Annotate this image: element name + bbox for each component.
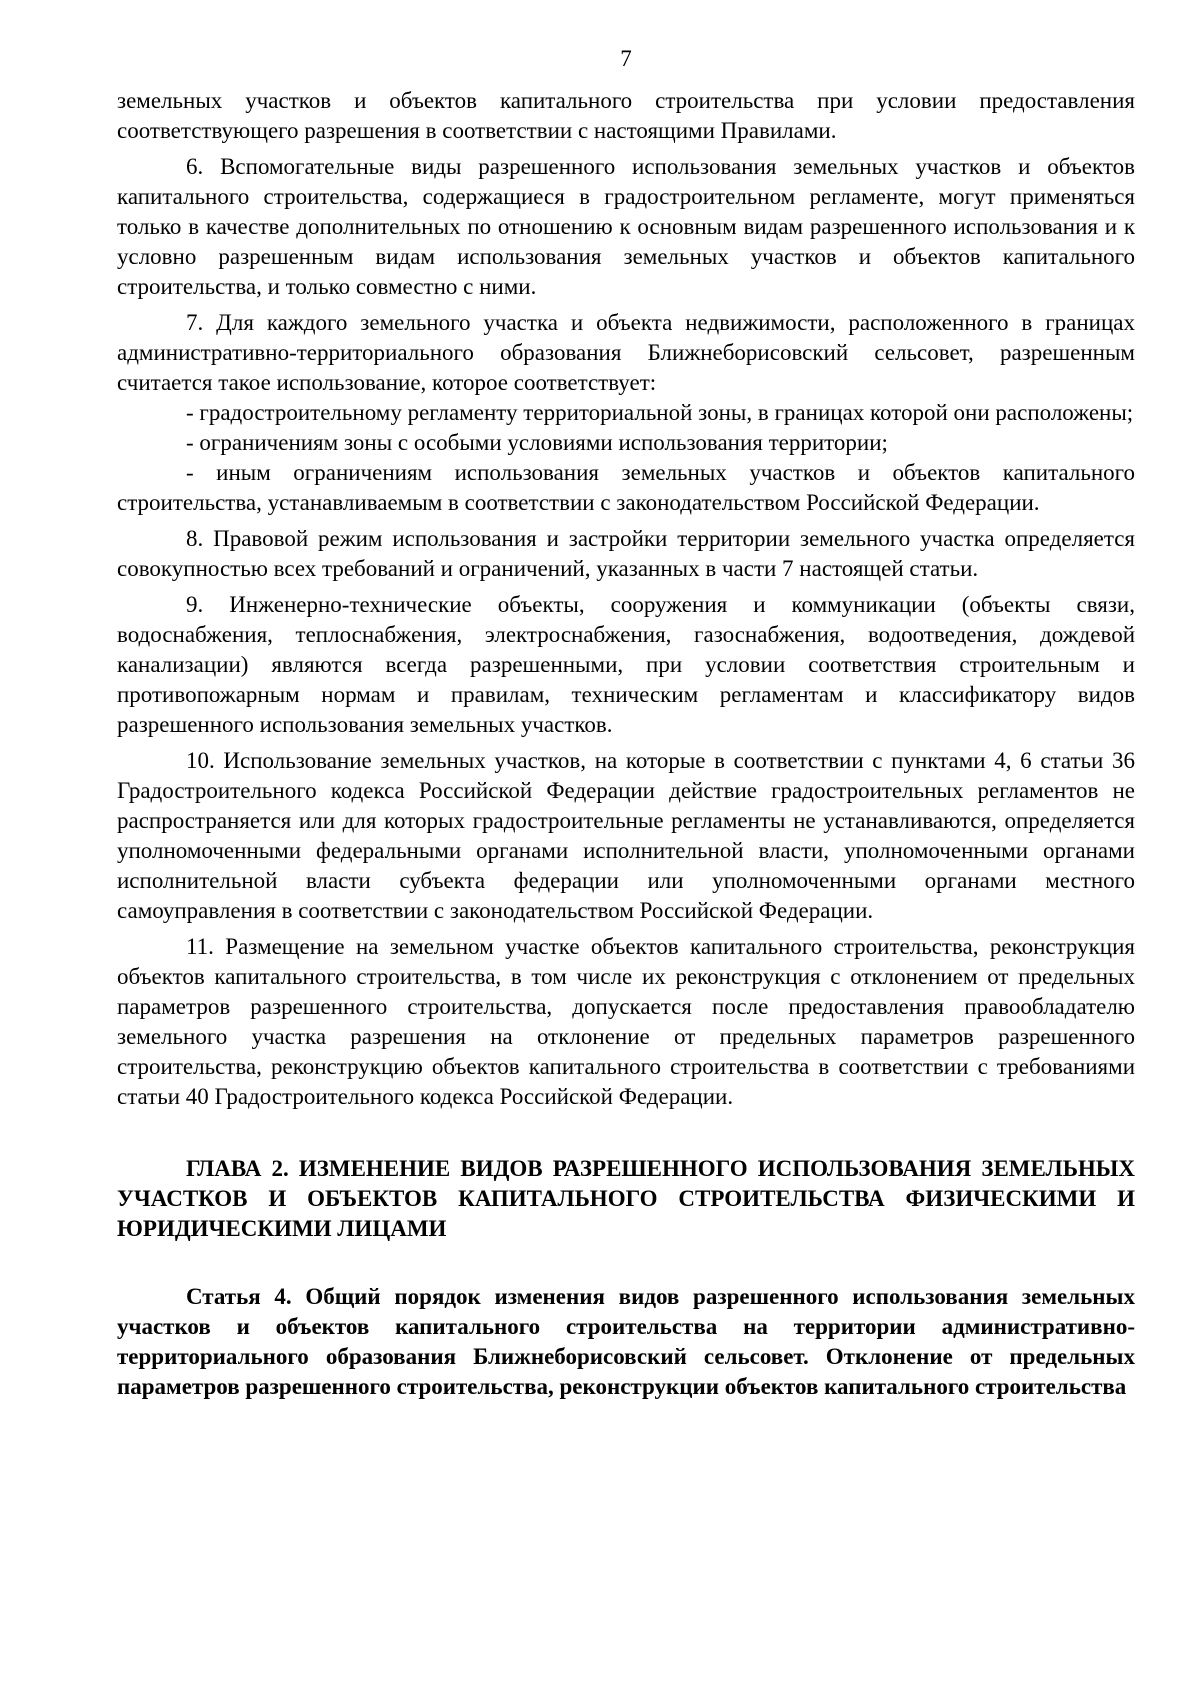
document-page xyxy=(117,42,1135,1402)
list-item-other-restrictions: - иным ограничениям использования земельных участков и объектов капитального строительства, устанавливаемым в соответствии с законодательством Российской Федерации. xyxy=(117,460,1135,515)
chapter-heading: ГЛАВА 2. ИЗМЕНЕНИЕ ВИДОВ РАЗРЕШЕННОГО ИСПОЛЬЗОВАНИЯ ЗЕМЕЛЬНЫХ УЧАСТКОВ И ОБЪЕКТОВ КАПИТАЛЬНОГО СТРОИТЕЛЬСТВА ФИЗИЧЕСКИМИ И ЮРИДИЧЕСКИМИ ЛИЦАМИ xyxy=(117,1156,1135,1241)
paragraph-item-7: 7. Для каждого земельного участка и объекта недвижимости, расположенного в границах административно-территориального образования Ближнеборисовский сельсовет, разрешенным считается такое использование, которое соответствует: xyxy=(117,310,1135,395)
paragraph-continuation: земельных участков и объектов капитального строительства при условии предоставления соответствующего разрешения в соответствии с настоящими Правилами. xyxy=(117,88,1135,143)
paragraph-item-6: 6. Вспомогательные виды разрешенного использования земельных участков и объектов капитального строительства, содержащиеся в градостроительном регламенте, могут применяться только в качестве дополнительных по отношению к основным видам разрешенного использования и к условно разрешенным видам использования земельных участков и объектов капитального строительства, и только совместно с ними. xyxy=(117,154,1135,299)
paragraph-item-11: 11. Размещение на земельном участке объектов капитального строительства, реконструкция объектов капитального строительства, в том числе их реконструкция с отклонением от предельных параметров разрешенного строительства, допускается после предоставления правообладателю земельного участка разрешения на отклонение от предельных параметров разрешенного строительства, реконструкцию объектов капитального строительства в соответствии с требованиями статьи 40 Градостроительного кодекса Российской Федерации. xyxy=(117,934,1135,1109)
list-item-restricted-zones: - ограничениям зоны с особыми условиями использования территории; xyxy=(186,430,888,455)
paragraph-item-9: 9. Инженерно-технические объекты, сооружения и коммуникации (объекты связи, водоснабжения, теплоснабжения, электроснабжения, газоснабжения, водоотведения, дождевой канализации) являются всегда разрешенными, при условии соответствия строительным и противопожарным нормам и правилам, техническим регламентам и классификатору видов разрешенного использования земельных участков. xyxy=(117,592,1135,737)
paragraph-item-8: 8. Правовой режим использования и застройки территории земельного участка определяется совокупностью всех требований и ограничений, указанных в части 7 настоящей статьи. xyxy=(117,526,1135,581)
paragraph-item-10: 10. Использование земельных участков, на которые в соответствии с пунктами 4, 6 статьи 36 Градостроительного кодекса Российской Федерации действие градостроительных регламентов не распространяется или для которых градостроительные регламенты не устанавливаются, определяется уполномоченными федеральными органами исполнительной власти, уполномоченными органами исполнительной власти субъекта федерации или уполномоченными органами местного самоуправления в соответствии с законодательством Российской Федерации. xyxy=(117,748,1135,923)
list-item-regulation: - градостроительному регламенту территориальной зоны, в границах которой они расположены; xyxy=(186,400,1134,425)
article-body xyxy=(117,86,1135,1112)
page-number: 7 xyxy=(620,46,632,71)
article-heading: Статья 4. Общий порядок изменения видов разрешенного использования земельных участков и объектов капитального строительства на территории административно-территориального образования Ближнеборисовский сельсовет. Отклонение от предельных параметров разрешенного строительства, реконструкции объектов капитального строительства xyxy=(117,1284,1135,1399)
